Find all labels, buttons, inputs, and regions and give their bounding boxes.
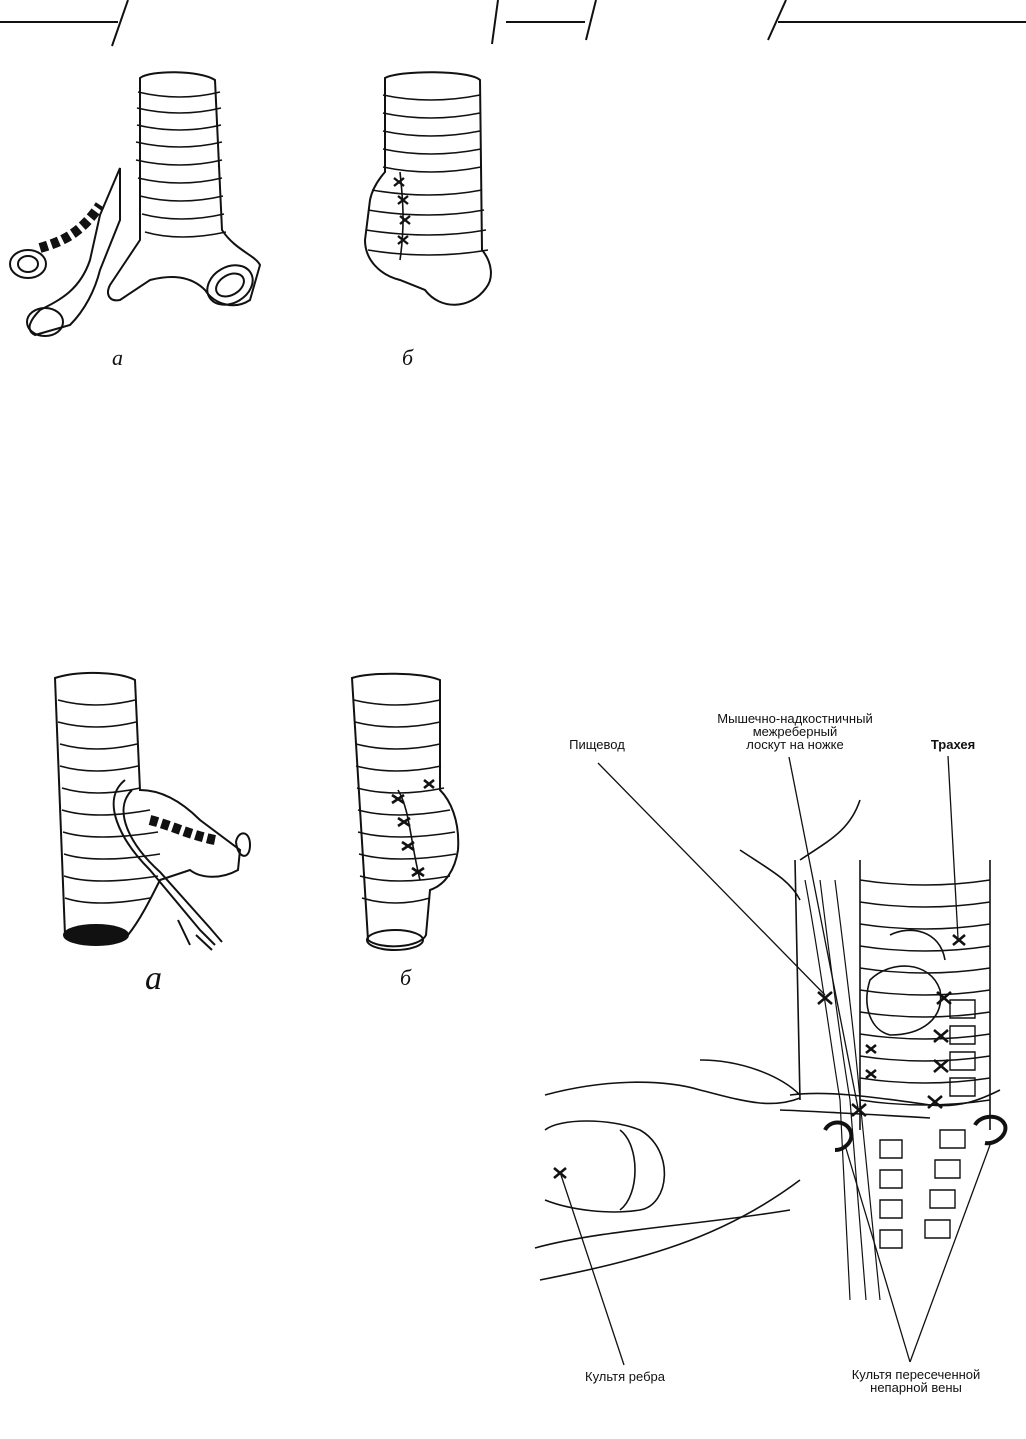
label-rib-stump: Культя ребра	[585, 1369, 665, 1384]
bottom-figure-a-label: а	[145, 960, 162, 997]
label-esophagus: Пищевод	[569, 737, 625, 752]
label-flap: Мышечно-надкостничный межреберный лоскут на ножке	[717, 711, 873, 752]
top-figure-a-label: а	[112, 345, 123, 370]
top-figure-b-label: б	[402, 345, 414, 370]
bottom-figure-b-label: б	[400, 965, 412, 990]
label-trachea: Трахея	[930, 737, 976, 752]
label-vein-stump: Культя пересеченной непарной вены	[851, 1367, 981, 1395]
